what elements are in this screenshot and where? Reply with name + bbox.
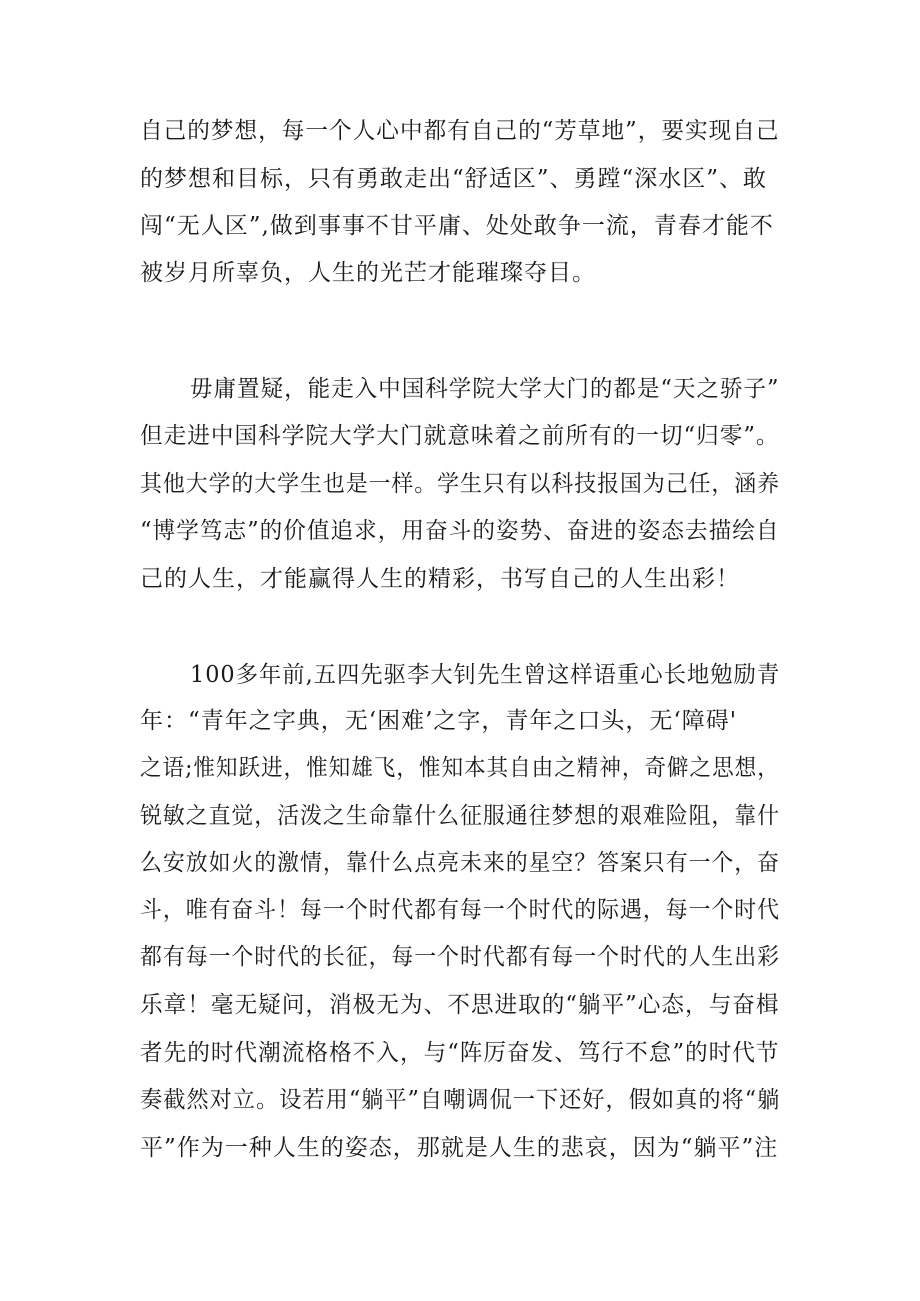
paragraph-3-line-8: 乐章！毫无疑问，消极无为、不思进取的“躺平”心态，与奋楫 xyxy=(140,992,780,1018)
paragraph-2-line-5: 己的人生，才能赢得人生的精彩，书写自己的人生出彩！ xyxy=(140,566,740,592)
paragraph-1-line-3: 闯“无人区”,做到事事不甘平庸、处处敢争一流，青春才能不 xyxy=(140,213,774,239)
paragraph-3-line-5: 么安放如火的激情，靠什么点亮未来的星空？答案只有一个，奋 xyxy=(140,850,780,876)
paragraph-2-line-4: “博学笃志”的价值追求，用奋斗的姿势、奋进的姿态去描绘自 xyxy=(140,518,780,544)
paragraph-2-line-2: 但走进中国科学院大学大门就意味着之前所有的一切“归零”。 xyxy=(140,423,780,449)
paragraph-3-line-6: 斗，唯有奋斗！每一个时代都有每一个时代的际遇，每一个时代 xyxy=(140,897,780,923)
paragraph-3-line-10: 奏截然对立。设若用“躺平”自嘲调侃一下还好，假如真的将“躺 xyxy=(140,1087,781,1113)
paragraph-3-line-4: 锐敏之直觉，活泼之生命靠什么征服通往梦想的艰难险阻，靠什 xyxy=(140,803,780,829)
paragraph-3-line-3: 之语;惟知跃进，惟知雄飞，惟知本其自由之精神，奇僻之思想， xyxy=(140,755,780,781)
paragraph-3-line-1: 100多年前,五四先驱李大钊先生曾这样语重心长地勉励青 xyxy=(190,662,781,688)
paragraph-1-line-2: 的梦想和目标，只有勇敢走出“舒适区”、勇蹚“深水区”、敢 xyxy=(140,166,768,192)
paragraph-3-line-7: 都有每一个时代的长征，每一个时代都有每一个时代的人生出彩 xyxy=(140,944,780,970)
paragraph-2-line-1: 毋庸置疑，能走入中国科学院大学大门的都是“天之骄子” xyxy=(190,376,780,402)
paragraph-3-line-11: 平”作为一种人生的姿态，那就是人生的悲哀，因为“躺平”注 xyxy=(140,1135,779,1161)
paragraph-2-line-3: 其他大学的大学生也是一样。学生只有以科技报国为己任，涵养 xyxy=(140,471,780,497)
paragraph-3-line-2: 年：“青年之字典，无‘困难’之字，青年之口头，无‘障碍' xyxy=(140,708,738,734)
paragraph-1-line-1: 自己的梦想，每一个人心中都有自己的“芳草地”，要实现自己 xyxy=(140,118,780,144)
paragraph-1-line-4: 被岁月所辜负，人生的光芒才能璀璨夺目。 xyxy=(140,260,596,286)
paragraph-3-line-9: 者先的时代潮流格格不入，与“阵厉奋发、笃行不怠”的时代节 xyxy=(140,1040,780,1066)
